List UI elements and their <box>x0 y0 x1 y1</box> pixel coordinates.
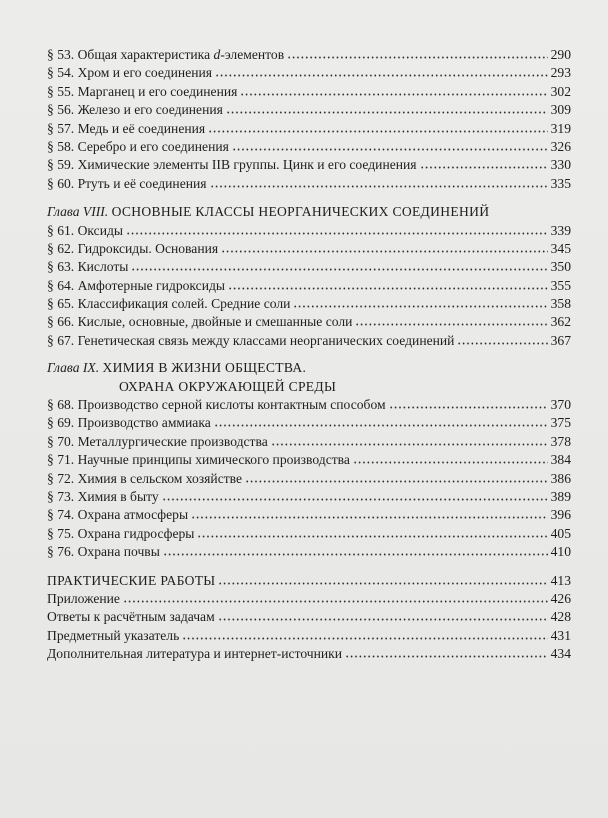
dot-leader <box>197 525 547 538</box>
dot-leader <box>162 488 548 501</box>
toc-entry-further-reading <box>47 645 571 663</box>
section-title: Кислые, основные, двойные и смешанные соли <box>77 314 353 330</box>
dot-leader <box>226 101 548 114</box>
section-title: Химия в сельском хозяйстве <box>77 470 243 486</box>
section-list-d-elements <box>47 46 571 193</box>
chapter-label: Глава IX. <box>47 360 100 376</box>
section-number: § 53. <box>47 47 75 62</box>
section-number: § 66. <box>47 314 75 330</box>
toc-entry <box>47 156 571 174</box>
toc-entry <box>47 332 571 350</box>
page-number: 290 <box>550 47 571 62</box>
toc-entry <box>47 525 571 543</box>
section-title: Оксиды <box>77 222 124 238</box>
section-title: Кислоты <box>77 259 129 275</box>
toc-entry-appendix <box>47 590 571 608</box>
section-number: § 57. <box>47 120 75 136</box>
dot-leader <box>182 627 547 640</box>
section-title: Научные принципы химического производства <box>77 452 350 468</box>
entry-title: Ответы к расчётным задачам <box>47 609 215 625</box>
page-number: 350 <box>550 259 571 275</box>
section-title: Производство серной кислоты контактным способом <box>77 397 386 413</box>
page-number: 367 <box>550 332 571 348</box>
toc-entry <box>47 313 571 331</box>
page-number: 293 <box>550 65 571 81</box>
section-title: Ртуть и её соединения <box>77 175 207 191</box>
section-title: Охрана гидросферы <box>77 525 195 541</box>
page-number: 405 <box>550 525 571 541</box>
page-number: 413 <box>550 572 571 588</box>
section-number: § 75. <box>47 525 75 541</box>
chapter-heading <box>47 203 571 221</box>
dot-leader <box>210 175 548 188</box>
section-number: § 71. <box>47 452 75 468</box>
page-number: 319 <box>550 120 571 136</box>
chapter-title: ОСНОВНЫЕ КЛАССЫ НЕОРГАНИЧЕСКИХ СОЕДИНЕНИЙ <box>111 204 490 220</box>
page-number: 326 <box>550 138 571 154</box>
dot-leader <box>345 645 548 658</box>
toc-entry <box>47 175 571 193</box>
section-number: § 67. <box>47 332 75 348</box>
toc-entry-answers <box>47 608 571 626</box>
dot-leader <box>123 590 548 603</box>
dot-leader <box>221 240 547 253</box>
section-number: § 55. <box>47 83 75 99</box>
section-title: Классификация солей. Средние соли <box>77 296 291 312</box>
section-number: § 74. <box>47 507 75 523</box>
dot-leader <box>191 506 548 519</box>
toc-entry <box>47 277 571 295</box>
page-number: 345 <box>550 240 571 256</box>
toc-entry <box>47 414 571 432</box>
dot-leader <box>240 83 547 96</box>
chapter-heading <box>47 359 571 377</box>
section-title: Железо и его соединения <box>77 102 223 118</box>
toc-entry <box>47 46 571 64</box>
page-number: 302 <box>550 83 571 99</box>
section-number: § 68. <box>47 397 75 413</box>
section-number: § 63. <box>47 259 75 275</box>
toc-entry <box>47 64 571 82</box>
page-number: 358 <box>550 296 571 312</box>
section-list-inorganic-classes <box>47 222 571 351</box>
toc-entry <box>47 543 571 561</box>
section-title: Амфотерные гидроксиды <box>77 277 226 293</box>
section-list-society-environment <box>47 396 571 562</box>
chapter-label: Глава VIII. <box>47 204 109 220</box>
section-number: § 73. <box>47 488 75 504</box>
entry-title: ПРАКТИЧЕСКИЕ РАБОТЫ <box>47 572 216 588</box>
page-number: 428 <box>550 609 571 625</box>
section-title: Охрана почвы <box>77 544 160 560</box>
dot-leader <box>420 156 548 169</box>
dot-leader <box>232 138 548 151</box>
table-of-contents <box>47 46 571 664</box>
page-number: 434 <box>550 646 571 662</box>
chapter-title-line-2: ОХРАНА ОКРУЖАЮЩЕЙ СРЕДЫ <box>119 378 337 394</box>
section-number: § 64. <box>47 277 75 293</box>
toc-entry <box>47 120 571 138</box>
chapter-title-line-1: ХИМИЯ В ЖИЗНИ ОБЩЕСТВА. <box>102 360 307 376</box>
page-number: 335 <box>550 175 571 191</box>
page-number: 431 <box>550 627 571 643</box>
toc-entry <box>47 222 571 240</box>
section-number: § 59. <box>47 157 75 173</box>
section-number: § 65. <box>47 296 75 312</box>
page-number: 378 <box>550 433 571 449</box>
page-number: 410 <box>550 544 571 560</box>
section-title: Генетическая связь между классами неорганических соединений <box>77 332 455 348</box>
toc-entry <box>47 451 571 469</box>
section-number: § 60. <box>47 175 75 191</box>
toc-entry <box>47 101 571 119</box>
dot-leader <box>228 277 548 290</box>
toc-entry <box>47 295 571 313</box>
section-title: Металлургические производства <box>77 433 268 449</box>
section-title: Серебро и его соединения <box>77 138 229 154</box>
dot-leader <box>126 222 548 235</box>
dot-leader <box>355 313 547 326</box>
page-number: 339 <box>550 222 571 238</box>
dot-leader <box>218 572 547 585</box>
section-number: § 72. <box>47 470 75 486</box>
section-number: § 56. <box>47 102 75 118</box>
dot-leader <box>271 433 548 446</box>
section-title: Химические элементы IIB группы. Цинк и его соединения <box>77 157 417 173</box>
page-number: 384 <box>550 452 571 468</box>
toc-entry-subject-index <box>47 627 571 645</box>
section-number: § 58. <box>47 138 75 154</box>
page-number: 330 <box>550 157 571 173</box>
toc-entry <box>47 83 571 101</box>
section-number: § 76. <box>47 544 75 560</box>
toc-entry <box>47 240 571 258</box>
dot-leader <box>353 451 548 464</box>
back-matter-list <box>47 572 571 664</box>
section-title: Медь и её соединения <box>77 120 206 136</box>
page-number: 386 <box>550 470 571 486</box>
page-number: 375 <box>550 415 571 431</box>
section-title: Гидроксиды. Основания <box>77 240 219 256</box>
toc-entry <box>47 396 571 414</box>
chapter-title-continuation <box>47 378 571 396</box>
section-title: Производство аммиака <box>77 415 211 431</box>
dot-leader <box>131 258 547 271</box>
dot-leader <box>208 120 547 133</box>
section-title: Общая характеристика d-элементов <box>77 47 285 62</box>
dot-leader <box>245 470 548 483</box>
page-number: 426 <box>550 590 571 606</box>
toc-entry <box>47 138 571 156</box>
toc-entry <box>47 488 571 506</box>
page-number: 389 <box>550 488 571 504</box>
dot-leader <box>457 332 547 345</box>
dot-leader <box>163 543 548 556</box>
page-number: 370 <box>550 397 571 413</box>
entry-title: Предметный указатель <box>47 627 180 643</box>
dot-leader <box>214 414 548 427</box>
dot-leader <box>389 396 548 409</box>
page-number: 362 <box>550 314 571 330</box>
toc-entry <box>47 433 571 451</box>
section-number: § 69. <box>47 415 75 431</box>
toc-entry <box>47 506 571 524</box>
entry-title: Дополнительная литература и интернет-источники <box>47 646 343 662</box>
toc-entry <box>47 258 571 276</box>
page-number: 396 <box>550 507 571 523</box>
section-title: Марганец и его соединения <box>77 83 238 99</box>
toc-entry-practical-works <box>47 572 571 590</box>
section-number: § 61. <box>47 222 75 238</box>
page-number: 355 <box>550 277 571 293</box>
section-title: Охрана атмосферы <box>77 507 189 523</box>
toc-entry <box>47 470 571 488</box>
dot-leader <box>215 64 548 77</box>
section-number: § 70. <box>47 433 75 449</box>
dot-leader <box>287 46 547 59</box>
section-number: § 62. <box>47 240 75 256</box>
section-number: § 54. <box>47 65 75 81</box>
entry-title: Приложение <box>47 590 120 606</box>
dot-leader <box>293 295 547 308</box>
page-number: 309 <box>550 102 571 118</box>
section-title: Хром и его соединения <box>77 65 213 81</box>
section-title: Химия в быту <box>77 488 159 504</box>
dot-leader <box>218 608 548 621</box>
